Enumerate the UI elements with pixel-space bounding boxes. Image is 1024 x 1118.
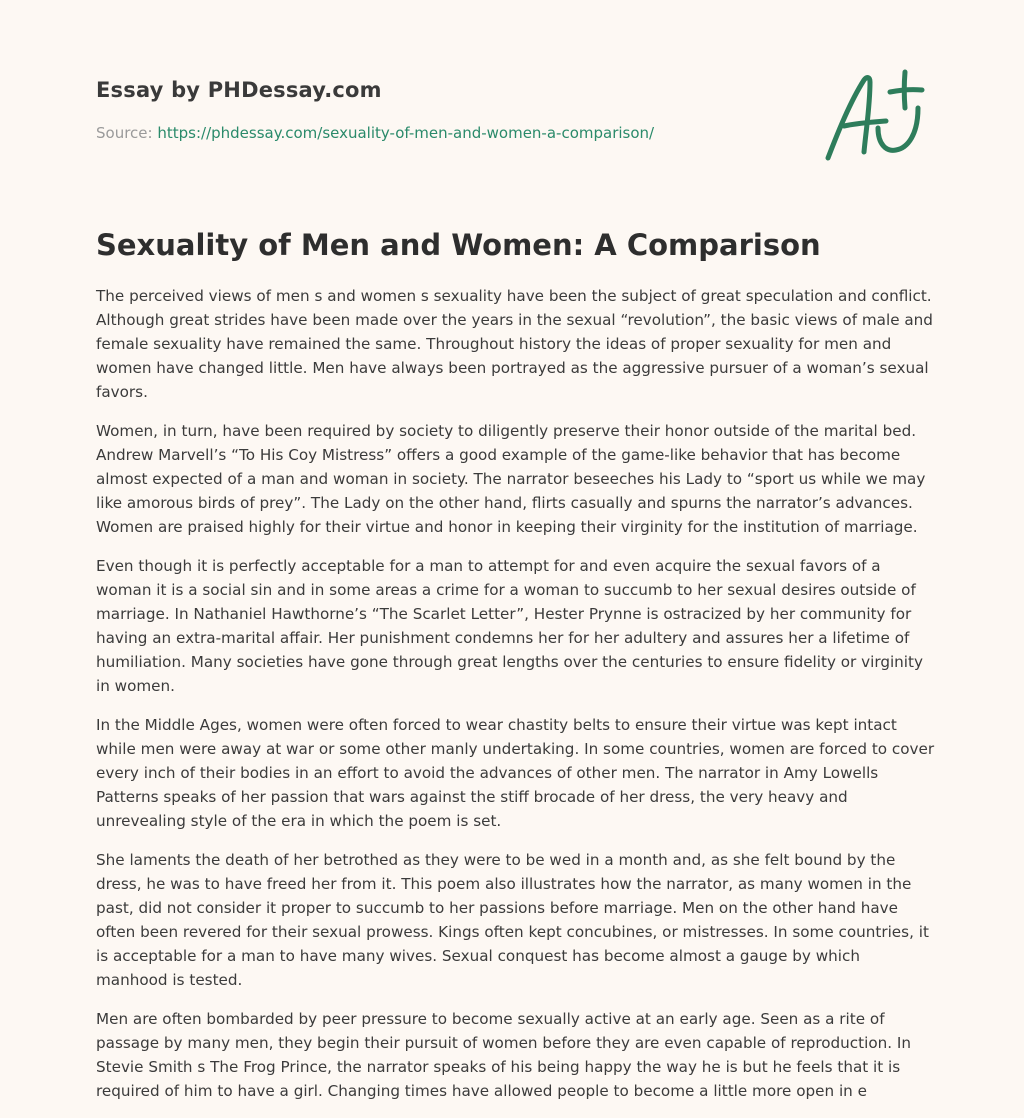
site-brand: Essay by PHDessay.com — [96, 78, 382, 102]
article-paragraph: The perceived views of men s and women s sexuality have been the subject of great speculation and conflict. Although great strides have been made over the years in the sexual “revolution”, the basic views of male and female sexuality have remained the same. Throughout history the ideas of proper sexuality for men and women have changed little. Men have always been portrayed as the aggressive pursuer of a woman’s sexual favors. — [96, 287, 933, 401]
header — [96, 74, 796, 144]
article-paragraph: She laments the death of her betrothed as they were to be wed in a month and, as she felt bound by the dress, he was to have freed her from it. This poem also illustrates how the narrator, as many women in the past, did not consider it proper to succumb to her passions before marriage. Men on the other hand have often been revered for their sexual prowess. Kings often kept concubines, or mistresses. In some countries, it is acceptable for a man to have many wives. Sexual conquest has become almost a gauge by which manhood is tested. — [96, 851, 929, 989]
a-plus-grade-icon — [820, 68, 930, 164]
source-link[interactable]: https://phdessay.com/sexuality-of-men-and-women-a-comparison/ — [157, 124, 655, 142]
source-line — [96, 122, 796, 144]
article-paragraph: Men are often bombarded by peer pressure to become sexually active at an early age. Seen as a rite of passage by many men, they begin their pursuit of women before they are even capable of reproduction. In Stevie Smith s The Frog Prince, the narrator speaks of his being happy the way he is but he feels that it is required of him to have a girl. Changing times have allowed people to become a little more open in e — [96, 1010, 912, 1100]
article-paragraph: In the Middle Ages, women were often forced to wear chastity belts to ensure their virtue was kept intact while men were away at war or some other manly undertaking. In some countries, women are forced to cover every inch of their bodies in an effort to avoid the advances of other men. The narrator in Amy Lowells Patterns speaks of her passion that wars against the stiff brocade of her dress, the very heavy and unrevealing style of the era in which the poem is set. — [96, 716, 935, 830]
article-paragraph: Women, in turn, have been required by society to diligently preserve their honor outside of the marital bed. Andrew Marvell’s “To His Coy Mistress” offers a good example of the game-like behavior that has become almost expected of a man and woman in society. The narrator beseeches his Lady to “sport us while we may like amorous birds of prey”. The Lady on the other hand, flirts casually and spurns the narrator’s advances. Women are praised highly for their virtue and honor in keeping their virginity for the institution of marriage. — [96, 422, 926, 536]
source-label: Source: — [96, 124, 153, 142]
article-title: Sexuality of Men and Women: A Comparison — [96, 228, 821, 262]
article-paragraph: Even though it is perfectly acceptable for a man to attempt for and even acquire the sexual favors of a woman it is a social sin and in some areas a crime for a woman to succumb to her sexual desires outside of marriage. In Nathaniel Hawthorne’s “The Scarlet Letter”, Hester Prynne is ostracized by her community for having an extra-marital affair. Her punishment condemns her for her adultery and assures her a lifetime of humiliation. Many societies have gone through great lengths over the centuries to ensure fidelity or virginity in women. — [96, 557, 923, 695]
article-body — [96, 284, 936, 1118]
